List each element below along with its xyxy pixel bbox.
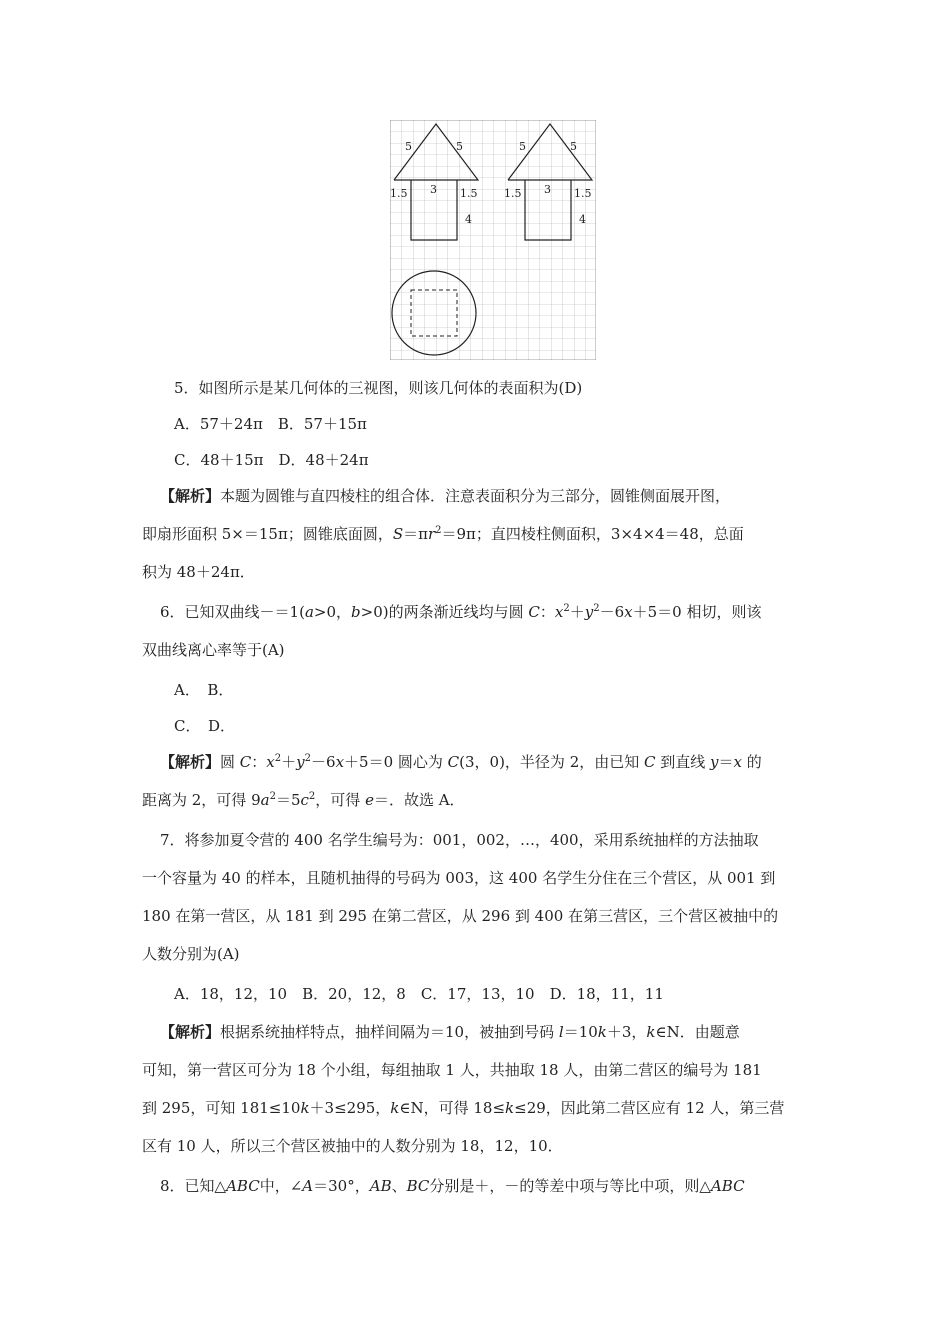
- q7-analysis-line3: 到 295，可知 181≤10k＋3≤295，k∈N，可得 18≤k≤29，因此第二营区应有 12 人，第三营: [142, 1099, 785, 1117]
- side-top-width-label: 3: [544, 183, 551, 196]
- q5-analysis-line2: 即扇形面积 5×＝15π；圆锥底面圆，$S=\pi r^2=9\pi$；直四棱柱侧面积，3×4×4＝48，总面: [142, 525, 744, 543]
- q5-options-line1: A．57＋24π B．57＋15π: [174, 415, 367, 433]
- q5-analysis-line1: 【解析】本题为圆锥与直四棱柱的组合体．注意表面积分为三部分，圆锥侧面展开图，: [160, 487, 731, 505]
- analysis-tag: 【解析】: [160, 487, 221, 505]
- q7-options: A．18，12，10 B．20，12，8 C．17，13，10 D．18，11，11: [174, 985, 664, 1003]
- side-height-label: 4: [579, 213, 586, 226]
- q6-options-line1: A． B．: [174, 681, 234, 699]
- side-slant-right-label: 5: [570, 140, 577, 153]
- front-top-width-label: 3: [430, 183, 437, 196]
- analysis-tag: 【解析】: [160, 753, 221, 771]
- q7-stem-line1: 7．将参加夏令营的 400 名学生编号为：001，002，…，400，采用系统抽样的方法抽取: [160, 831, 759, 849]
- q6-analysis-line1: 【解析】圆 C：$x^2+y^2-6x+5=0$ 圆心为 C(3，0)，半径为 2，由已知 C 到直线 y＝x 的: [160, 753, 762, 771]
- front-side-right-label: 1.5: [460, 187, 478, 200]
- q8-stem-line1: 8．已知△ABC中，∠A＝30°，AB、BC分别是＋，－的等差中项与等比中项，则△ABC: [160, 1177, 745, 1195]
- front-slant-right-label: 5: [456, 140, 463, 153]
- side-slant-left-label: 5: [519, 140, 526, 153]
- q5-stem: 5．如图所示是某几何体的三视图，则该几何体的表面积为(D): [174, 379, 583, 397]
- analysis-tag: 【解析】: [160, 1023, 221, 1041]
- q6-stem-line2: 双曲线离心率等于(A): [142, 641, 285, 659]
- front-slant-left-label: 5: [405, 140, 412, 153]
- q7-analysis-line4: 区有 10 人，所以三个营区被抽中的人数分别为 18，12，10．: [142, 1137, 563, 1155]
- three-view-svg: [390, 120, 596, 360]
- q5-analysis-line3: 积为 48＋24π．: [142, 563, 255, 581]
- q7-stem-line2: 一个容量为 40 的样本，且随机抽得的号码为 003，这 400 名学生分住在三个营区，从 001 到: [142, 869, 776, 887]
- q5-options-line2: C．48＋15π D．48＋24π: [174, 451, 369, 469]
- three-view-figure: [390, 120, 596, 360]
- side-side-left-label: 1.5: [504, 187, 522, 200]
- q6-analysis-line2: 距离为 2，可得 $9a^2=5c^2$，可得 e＝．故选 A．: [142, 791, 465, 809]
- q6-stem-line1: 6．已知双曲线－＝1(a>0，b>0)的两条渐近线均与圆 C：$x^2+y^2-6x+5=0$ 相切，则该: [160, 603, 762, 621]
- front-side-left-label: 1.5: [390, 187, 408, 200]
- q7-analysis-line2: 可知，第一营区可分为 18 个小组，每组抽取 1 人，共抽取 18 人，由第二营区的编号为 181: [142, 1061, 762, 1079]
- side-side-right-label: 1.5: [574, 187, 592, 200]
- front-height-label: 4: [465, 213, 472, 226]
- q6-options-line2: C． D．: [174, 717, 236, 735]
- q7-stem-line3: 180 在第一营区，从 181 到 295 在第二营区，从 296 到 400 在第三营区，三个营区被抽中的: [142, 907, 779, 925]
- q7-analysis-line1: 【解析】根据系统抽样特点，抽样间隔为＝10，被抽到号码 l＝10k＋3，k∈N．由题意: [160, 1023, 740, 1041]
- q7-stem-line4: 人数分别为(A): [142, 945, 240, 963]
